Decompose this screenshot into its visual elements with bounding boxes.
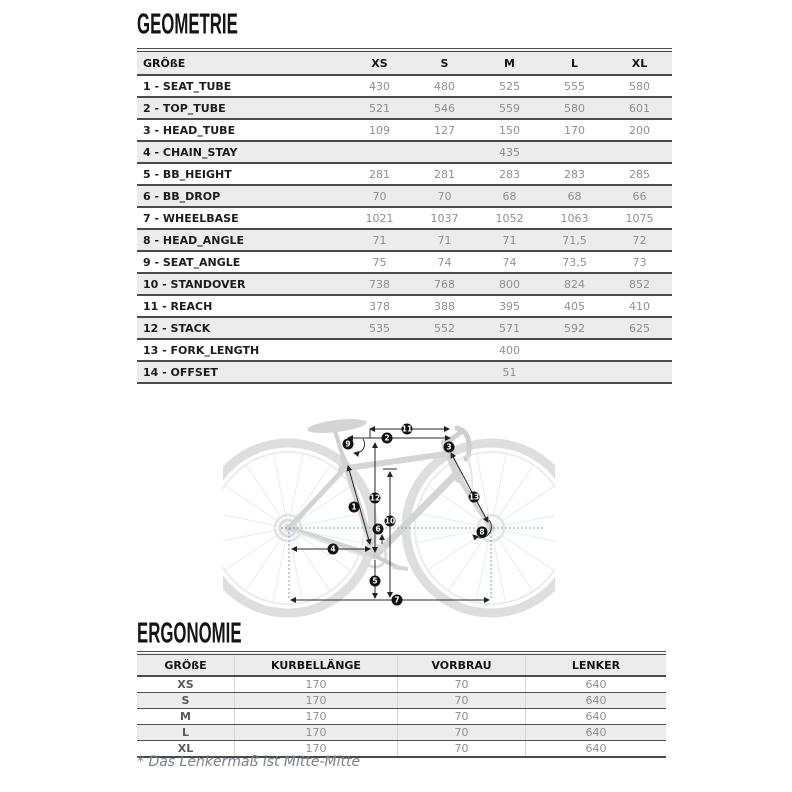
geo-cell: 1063	[542, 207, 607, 229]
footnote: * Das Lenkermaß ist Mitte-Mitte	[137, 754, 361, 770]
geo-cell	[542, 361, 607, 383]
geo-cell: 800	[477, 273, 542, 295]
geo-row-label: 12 - STACK	[137, 317, 347, 339]
svg-text:4: 4	[330, 544, 336, 554]
geo-row-label: 8 - HEAD_ANGLE	[137, 229, 347, 251]
geo-cell: 68	[542, 185, 607, 207]
geo-cell: 768	[412, 273, 477, 295]
ergo-header-row	[137, 653, 666, 676]
geo-cell: 378	[347, 295, 412, 317]
geo-row-label: 6 - BB_DROP	[137, 185, 347, 207]
geo-row-label: 14 - OFFSET	[137, 361, 347, 383]
geo-cell	[412, 339, 477, 361]
geo-row	[137, 295, 672, 317]
ergo-cell: 640	[526, 693, 667, 709]
ergo-header-cell: LENKER	[526, 653, 667, 676]
ergonomie-title: ERGONOMIE	[137, 617, 242, 649]
diagram-marker-8	[477, 527, 488, 538]
measurement-lines	[291, 429, 491, 600]
ergo-cell: 170	[235, 709, 398, 725]
svg-text:10: 10	[384, 516, 396, 526]
geo-cell: 852	[607, 273, 672, 295]
svg-text:1: 1	[351, 502, 357, 512]
geo-row	[137, 339, 672, 361]
geo-cell: 285	[607, 163, 672, 185]
bike-diagram	[223, 395, 555, 640]
geo-header-cell: M	[477, 50, 542, 75]
geo-cell: 200	[607, 119, 672, 141]
ergo-row	[137, 676, 666, 693]
diagram-marker-1	[349, 502, 360, 513]
geometry-table	[137, 48, 672, 384]
geo-cell: 580	[607, 75, 672, 97]
geo-cell	[347, 141, 412, 163]
geo-header-cell: L	[542, 50, 607, 75]
geo-row	[137, 97, 672, 119]
geo-cell: 73,5	[542, 251, 607, 273]
geo-cell: 150	[477, 119, 542, 141]
diagram-marker-5	[370, 576, 381, 587]
geo-cell: 592	[542, 317, 607, 339]
diagram-marker-9	[343, 439, 354, 450]
geo-row-label: 4 - CHAIN_STAY	[137, 141, 347, 163]
geo-cell: 552	[412, 317, 477, 339]
diagram-marker-11	[402, 424, 413, 435]
diagram-marker-12	[370, 493, 381, 504]
geo-cell	[542, 339, 607, 361]
geo-cell: 1037	[412, 207, 477, 229]
ergo-size-cell: M	[137, 709, 235, 725]
geo-cell: 625	[607, 317, 672, 339]
geo-cell: 70	[412, 185, 477, 207]
geo-row-label: 11 - REACH	[137, 295, 347, 317]
geo-row	[137, 361, 672, 383]
geo-cell: 521	[347, 97, 412, 119]
ergo-header-cell: GRÖßE	[137, 653, 235, 676]
geo-cell: 75	[347, 251, 412, 273]
geo-row-label: 13 - FORK_LENGTH	[137, 339, 347, 361]
ergo-row	[137, 709, 666, 725]
ergo-cell: 70	[398, 741, 526, 758]
geo-cell	[607, 141, 672, 163]
ergo-size-cell: XL	[137, 741, 235, 758]
ergo-cell: 640	[526, 725, 667, 741]
geo-cell: 74	[477, 251, 542, 273]
svg-text:5: 5	[372, 576, 378, 586]
diagram-marker-6	[373, 524, 384, 535]
geo-cell: 71	[477, 229, 542, 251]
svg-text:3: 3	[446, 442, 452, 452]
diagram-marker-3	[444, 442, 455, 453]
geo-cell: 283	[477, 163, 542, 185]
ergo-cell: 170	[235, 741, 398, 758]
geo-row-label: 9 - SEAT_ANGLE	[137, 251, 347, 273]
geo-cell: 68	[477, 185, 542, 207]
geo-cell: 555	[542, 75, 607, 97]
geo-row-label: 7 - WHEELBASE	[137, 207, 347, 229]
geo-header-cell: GRÖßE	[137, 50, 347, 75]
geo-cell: 71,5	[542, 229, 607, 251]
geo-cell: 109	[347, 119, 412, 141]
geo-row	[137, 163, 672, 185]
diagram-marker-7	[392, 595, 403, 606]
geo-cell	[412, 361, 477, 383]
geo-cell: 1075	[607, 207, 672, 229]
ergo-cell: 70	[398, 676, 526, 693]
ergo-size-cell: XS	[137, 676, 235, 693]
geo-row-label: 5 - BB_HEIGHT	[137, 163, 347, 185]
ergo-cell: 170	[235, 725, 398, 741]
geo-cell: 824	[542, 273, 607, 295]
diagram-marker-13	[469, 492, 480, 503]
geo-row	[137, 229, 672, 251]
geo-cell: 400	[477, 339, 542, 361]
geo-cell: 72	[607, 229, 672, 251]
geo-cell	[347, 361, 412, 383]
ergo-cell: 70	[398, 693, 526, 709]
ergo-header-cell: KURBELLÄNGE	[235, 653, 398, 676]
geo-header-cell: XL	[607, 50, 672, 75]
svg-text:13: 13	[468, 492, 480, 502]
geo-cell: 435	[477, 141, 542, 163]
geo-cell: 51	[477, 361, 542, 383]
geo-row-label: 3 - HEAD_TUBE	[137, 119, 347, 141]
geo-header-row	[137, 50, 672, 75]
ergo-cell: 170	[235, 693, 398, 709]
geo-row	[137, 75, 672, 97]
diagram-marker-2	[382, 433, 393, 444]
ergo-row	[137, 725, 666, 741]
geo-cell: 546	[412, 97, 477, 119]
geo-row	[137, 251, 672, 273]
geo-cell: 405	[542, 295, 607, 317]
svg-text:8: 8	[479, 527, 485, 537]
geo-cell: 1052	[477, 207, 542, 229]
geo-cell: 281	[412, 163, 477, 185]
geo-cell	[347, 339, 412, 361]
geo-cell	[607, 339, 672, 361]
svg-text:2: 2	[384, 433, 390, 443]
geo-cell: 1021	[347, 207, 412, 229]
geo-cell: 74	[412, 251, 477, 273]
geo-cell: 738	[347, 273, 412, 295]
geo-row	[137, 273, 672, 295]
ergo-size-cell: L	[137, 725, 235, 741]
svg-text:6: 6	[375, 524, 381, 534]
svg-text:12: 12	[369, 493, 381, 503]
geo-cell: 66	[607, 185, 672, 207]
geo-cell: 71	[347, 229, 412, 251]
geo-header-cell: S	[412, 50, 477, 75]
ergo-size-cell: S	[137, 693, 235, 709]
ergo-row	[137, 693, 666, 709]
geo-cell: 571	[477, 317, 542, 339]
geo-cell	[412, 141, 477, 163]
ergo-cell: 170	[235, 676, 398, 693]
svg-text:7: 7	[394, 595, 400, 605]
geo-cell: 71	[412, 229, 477, 251]
ergonomie-table	[137, 651, 666, 758]
geo-cell: 388	[412, 295, 477, 317]
ergo-cell: 640	[526, 741, 667, 758]
geo-cell: 559	[477, 97, 542, 119]
geo-cell: 535	[347, 317, 412, 339]
svg-text:11: 11	[401, 424, 413, 434]
ergo-cell: 70	[398, 709, 526, 725]
geo-cell: 525	[477, 75, 542, 97]
ergo-cell: 640	[526, 709, 667, 725]
geo-cell	[607, 361, 672, 383]
diagram-marker-4	[328, 544, 339, 555]
ergo-header-cell: VORBRAU	[398, 653, 526, 676]
geo-header-cell: XS	[347, 50, 412, 75]
geo-row-label: 10 - STANDOVER	[137, 273, 347, 295]
geo-cell	[542, 141, 607, 163]
ergo-cell: 640	[526, 676, 667, 693]
geo-row	[137, 317, 672, 339]
geo-row	[137, 141, 672, 163]
geo-cell: 580	[542, 97, 607, 119]
geometry-title: GEOMETRIE	[137, 8, 238, 40]
geo-row-label: 2 - TOP_TUBE	[137, 97, 347, 119]
geo-row	[137, 119, 672, 141]
geo-cell: 395	[477, 295, 542, 317]
geo-row	[137, 207, 672, 229]
geo-cell: 283	[542, 163, 607, 185]
geo-cell: 410	[607, 295, 672, 317]
geo-cell: 480	[412, 75, 477, 97]
ergo-cell: 70	[398, 725, 526, 741]
geo-cell: 127	[412, 119, 477, 141]
diagram-marker-10	[385, 516, 396, 527]
geo-row	[137, 185, 672, 207]
geo-row-label: 1 - SEAT_TUBE	[137, 75, 347, 97]
geo-cell: 430	[347, 75, 412, 97]
geo-cell: 70	[347, 185, 412, 207]
geo-cell: 601	[607, 97, 672, 119]
geo-cell: 170	[542, 119, 607, 141]
geo-cell: 73	[607, 251, 672, 273]
geo-cell: 281	[347, 163, 412, 185]
svg-text:9: 9	[345, 439, 351, 449]
